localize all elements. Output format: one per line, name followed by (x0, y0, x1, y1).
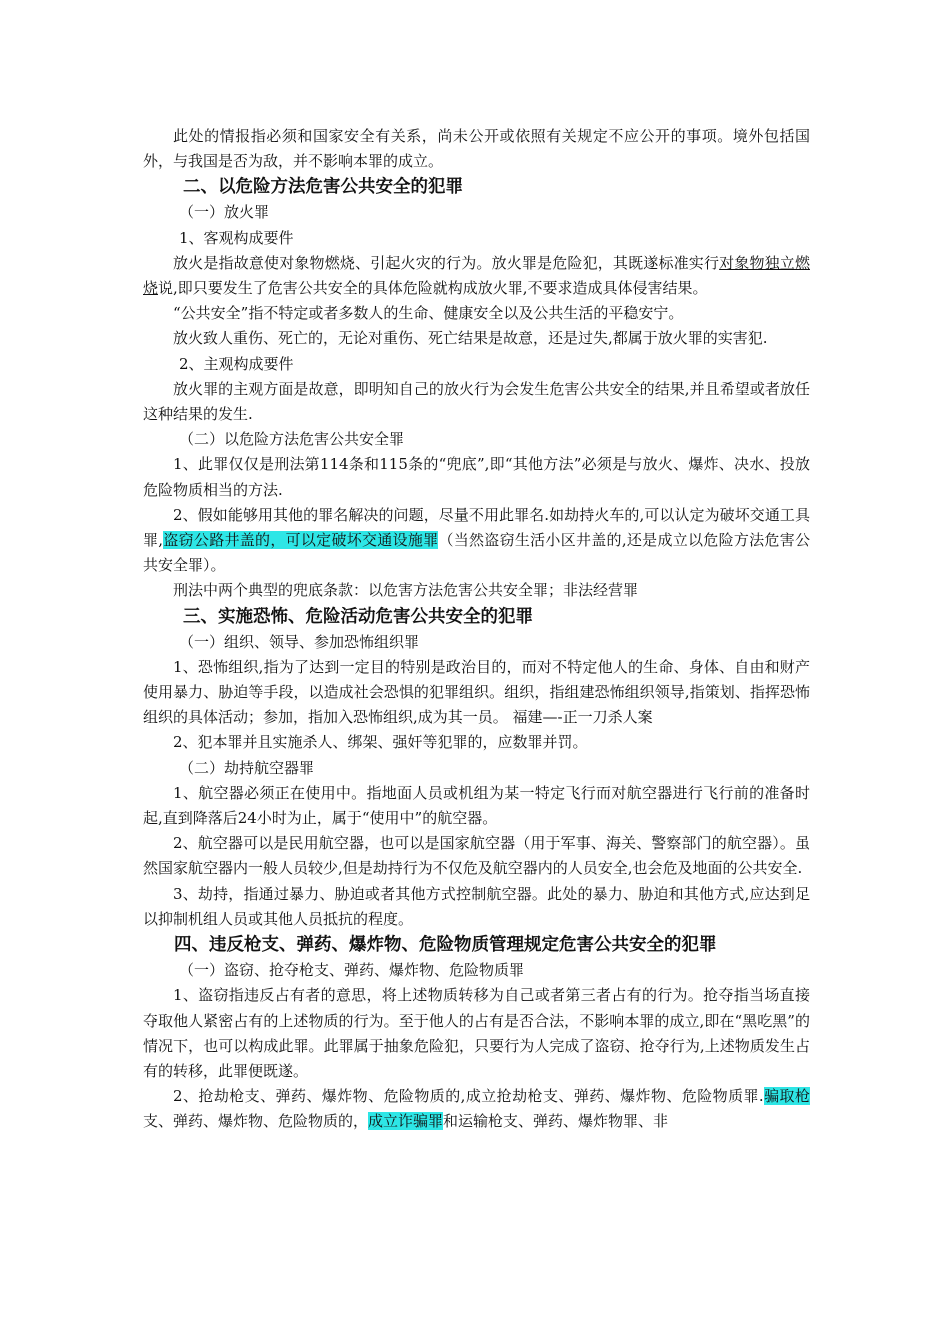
paragraph-intelligence-definition: 此处的情报指必须和国家安全有关系，尚未公开或依照有关规定不应公开的事项。境外包括国外，与我国是否为敌，并不影响本罪的成立。 (143, 127, 810, 171)
text: 放火是指故意使对象物燃烧、引起火灾的行为。放火罪是危险犯，其既遂标准实行 (173, 253, 720, 272)
text: 说,即只要发生了危害公共安全的具体危险就构成放火罪,不要求造成具体侵害结果。 (158, 279, 708, 298)
paragraph-arson-injury: 放火致人重伤、死亡的，无论对重伤、死亡结果是故意，还是过失,都属于放火罪的实害犯. (173, 329, 768, 348)
section-heading-2: 二、以危险方法危害公共安全的犯罪 (183, 177, 463, 198)
paragraph-robbery-fraud (143, 1084, 810, 1134)
paragraph-arson-definition (143, 251, 810, 301)
underlined-term: 对象物独立燃烧 (143, 253, 810, 298)
paragraph-theft-definition: 1、盗窃指违反占有者的意思，将上述物质转移为自己或者第三者占有的行为。抢夺指当场直接夺取他人紧密占有的上述物质的行为。至于他人的占有是否合法，不影响本罪的成立,即在“黑吃黑”的情况下，也可以构成此罪。此罪属于抽象危险犯，只要行为人完成了盗窃、抢夺行为,上述物质发生占有的转移，此罪便既遂。 (143, 986, 810, 1080)
paragraph-public-safety: “公共安全”指不特定或者多数人的生命、健康安全以及公共生活的平稳安宁。 (173, 304, 684, 323)
subheading-arson: （一）放火罪 (179, 203, 270, 222)
text: （当然盗窃生活小区井盖的,还是成立以危险方法危害公共安全罪）。 (143, 531, 810, 575)
paragraph-catchall-clause: 1、此罪仅仅是刑法第114条和115条的“兜底”,即“其他方法”必须是与放火、爆炸、决水、投放危险物质相当的方法. (143, 455, 810, 499)
section-heading-3: 三、实施恐怖、危险活动危害公共安全的犯罪 (183, 606, 533, 627)
section-heading-4: 四、违反枪支、弹药、爆炸物、危险物质管理规定危害公共安全的犯罪 (174, 935, 717, 956)
paragraph-combined-punishment: 2、犯本罪并且实施杀人、绑架、强奸等犯罪的，应数罪并罚。 (173, 733, 588, 752)
text: 支、弹药、爆炸物、危险物质的， (143, 1112, 369, 1131)
subheading-dangerous-methods: （二）以危险方法危害公共安全罪 (179, 430, 405, 449)
highlighted-text: 骗取枪 (763, 1087, 810, 1106)
text: 2、抢劫枪支、弹药、爆炸物、危险物质的,成立抢劫枪支、弹药、爆炸物、危险物质罪. (173, 1087, 764, 1106)
paragraph-aircraft-types: 2、航空器可以是民用航空器，也可以是国家航空器（用于军事、海关、警察部门的航空器）。虽然国家航空器内一般人员较少,但是劫持行为不仅危及航空器内的人员安全,也会危及地面的公共安全. (143, 834, 810, 878)
highlighted-text: 成立诈骗罪 (368, 1112, 444, 1131)
paragraph-terrorist-definition: 1、恐怖组织,指为了达到一定目的特别是政治目的，而对不特定他人的生命、身体、自由和财产使用暴力、胁迫等手段，以造成社会恐惧的犯罪组织。组织，指组建恐怖组织领导,指策划、指挥恐怖组织的具体活动；参加，指加入恐怖组织,成为其一员。 福建—-正一刀杀人案 (143, 657, 810, 727)
subheading-aircraft-hijacking: （二）劫持航空器罪 (179, 758, 315, 777)
subheading-terrorist-organization: （一）组织、领导、参加恐怖组织罪 (179, 632, 420, 651)
paragraph-other-charges (143, 503, 810, 579)
subheading-subjective-elements: 2、主观构成要件 (179, 354, 294, 373)
paragraph-arson-intent: 放火罪的主观方面是故意，即明知自己的放火行为会发生危害公共安全的结果,并且希望或者放任这种结果的发生. (143, 379, 810, 424)
paragraph-aircraft-in-use: 1、航空器必须正在使用中。指地面人员或机组为某一特定飞行而对航空器进行飞行前的准备时起,直到降落后24小时为止，属于“使用中”的航空器。 (143, 783, 810, 828)
subheading-theft-of-firearms: （一）盗窃、抢夺枪支、弹药、爆炸物、危险物质罪 (179, 961, 525, 980)
paragraph-hijacking-definition: 3、劫持，指通过暴力、胁迫或者其他方式控制航空器。此处的暴力、胁迫和其他方式,应达到足以抑制机组人员或其他人员抵抗的程度。 (143, 884, 810, 928)
text: 2、假如能够用其他的罪名解决的问题，尽量不用此罪名.如劫持火车的,可以认定为破坏交通工具罪, (143, 505, 810, 550)
paragraph-two-catchall-clauses: 刑法中两个典型的兜底条款：以危害方法危害公共安全罪；非法经营罪 (173, 581, 639, 600)
text: 和运输枪支、弹药、爆炸物罪、非 (443, 1112, 669, 1131)
highlighted-text: 盗窃公路井盖的，可以定破坏交通设施罪 (163, 531, 439, 550)
subheading-objective-elements: 1、客观构成要件 (179, 228, 294, 247)
